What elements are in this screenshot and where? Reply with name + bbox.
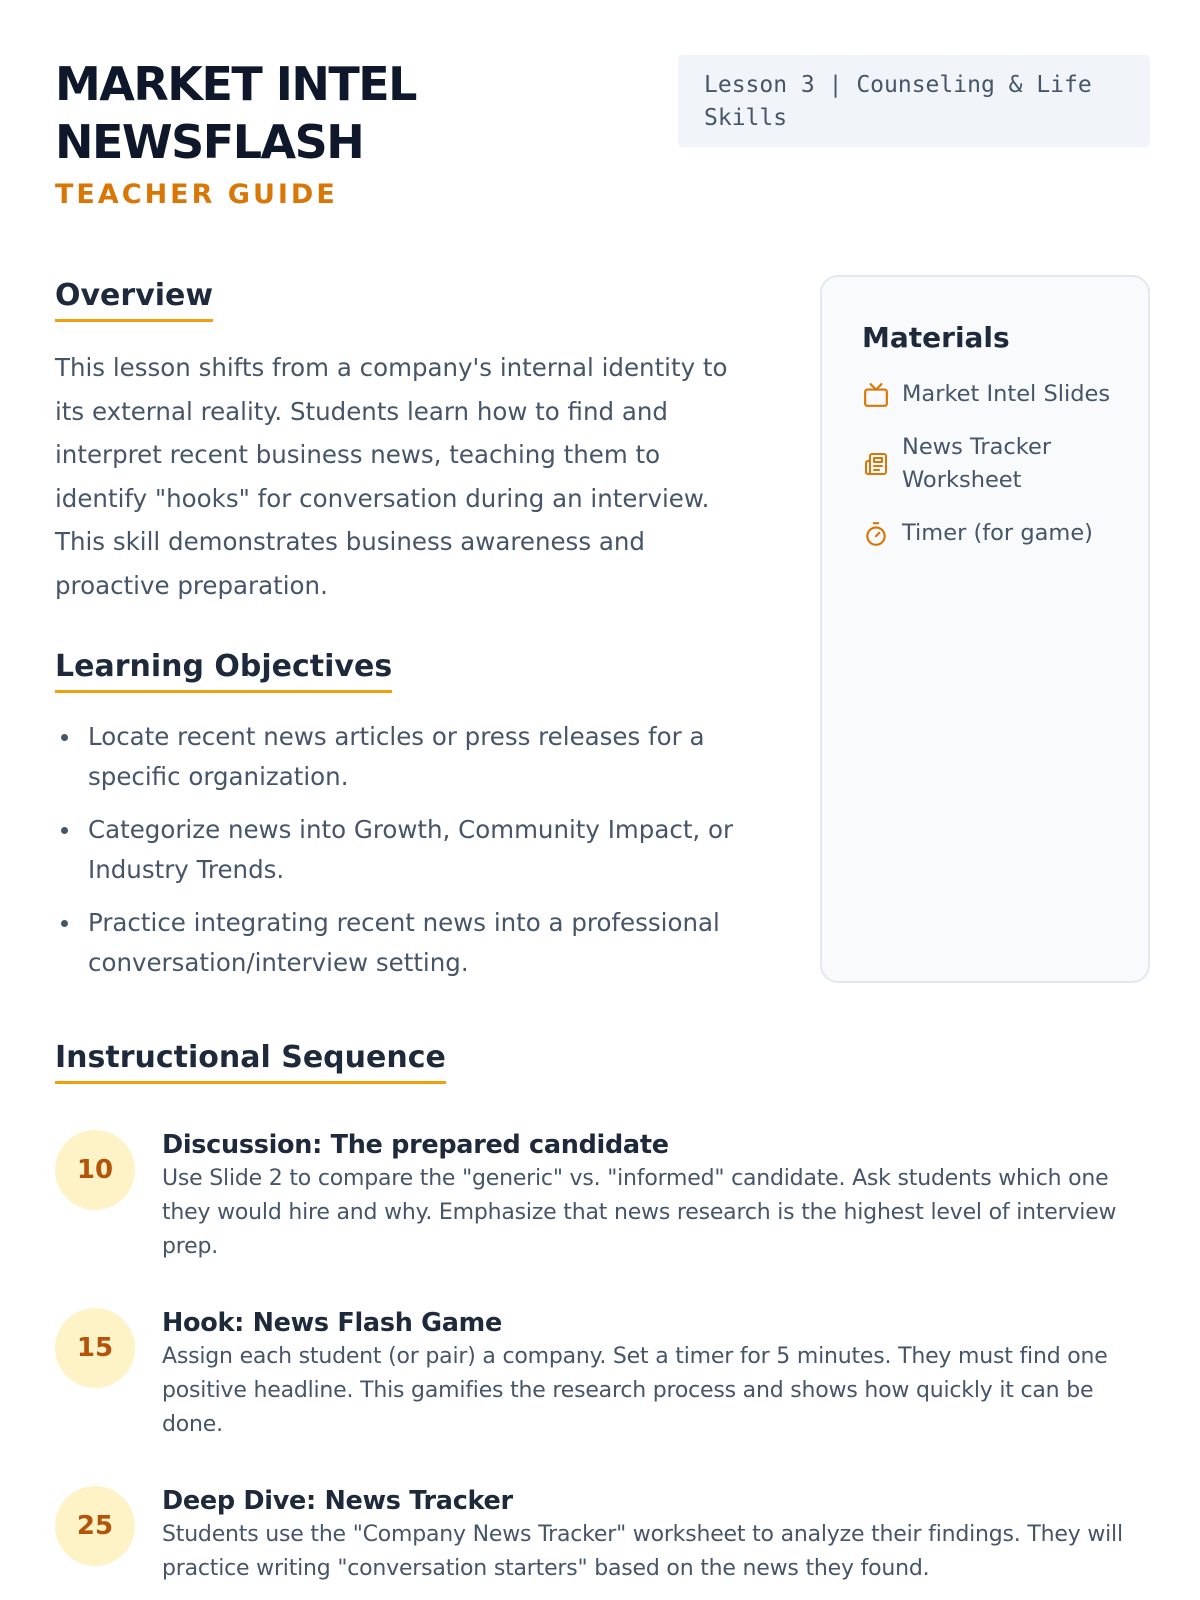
list-item (55, 717, 755, 797)
step-description: Use Slide 2 to compare the "generic" vs. "informed" candidate. Ask students which one they would hire and why. Emphasize that news research is the highest level of interview prep. (162, 1166, 1117, 1259)
step-description: Assign each student (or pair) a company. Set a timer for 5 minutes. They must find one positive headline. This gamifies the research process and shows how quickly it can be done. (162, 1344, 1108, 1437)
bullet-icon (61, 734, 68, 741)
teacher-guide-page (55, 0, 1150, 1600)
sequence-heading: Instructional Sequence (55, 1040, 446, 1084)
objective-text: Practice integrating recent news into a professional conversation/interview setting. (88, 908, 720, 977)
page-subtitle: TEACHER GUIDE (55, 179, 338, 210)
tv-icon (862, 381, 890, 409)
bullet-icon (61, 920, 68, 927)
list-item (55, 810, 755, 890)
materials-heading: Materials (862, 321, 1010, 354)
newspaper-icon (862, 450, 890, 478)
list-item (55, 903, 755, 983)
sequence-section (55, 1040, 1150, 1600)
sequence-step (55, 1484, 1150, 1586)
stopwatch-icon (862, 520, 890, 548)
step-minutes-badge: 15 (55, 1308, 135, 1388)
step-minutes-badge: 25 (55, 1486, 135, 1566)
step-minutes-badge: 10 (55, 1130, 135, 1210)
material-label: Market Intel Slides (902, 381, 1111, 407)
lesson-badge: Lesson 3 | Counseling & Life Skills (678, 55, 1150, 147)
material-item-slides (862, 378, 1128, 411)
header (55, 55, 1150, 225)
step-title: Discussion: The prepared candidate (162, 1130, 669, 1160)
sequence-step (55, 1306, 1150, 1442)
bullet-icon (61, 827, 68, 834)
overview-section (55, 278, 755, 607)
material-label: News Tracker Worksheet (902, 434, 1052, 493)
sequence-steps (55, 1128, 1150, 1586)
objective-text: Locate recent news articles or press releases for a specific organization. (88, 722, 705, 791)
objectives-list (55, 717, 755, 983)
objective-text: Categorize news into Growth, Community Impact, or Industry Trends. (88, 815, 734, 884)
materials-panel (820, 275, 1150, 983)
step-title: Deep Dive: News Tracker (162, 1486, 513, 1516)
material-label: Timer (for game) (902, 520, 1093, 546)
overview-body: This lesson shifts from a company's internal identity to its external reality. Students learn how to find and interpret recent business news, teaching them to identify "hooks" for conversation during an interview. This skill demonstrates business awareness and proactive preparation. (55, 353, 728, 600)
step-title: Hook: News Flash Game (162, 1308, 502, 1338)
sequence-step (55, 1128, 1150, 1264)
objectives-heading: Learning Objectives (55, 649, 392, 693)
objectives-section (55, 649, 755, 996)
material-item-worksheet (862, 431, 1128, 497)
overview-heading: Overview (55, 278, 213, 322)
step-description: Students use the "Company News Tracker" worksheet to analyze their findings. They will practice writing "conversation starters" based on the news they found. (162, 1522, 1123, 1581)
page-title: MARKET INTEL NEWSFLASH (55, 57, 416, 169)
material-item-timer (862, 517, 1128, 550)
